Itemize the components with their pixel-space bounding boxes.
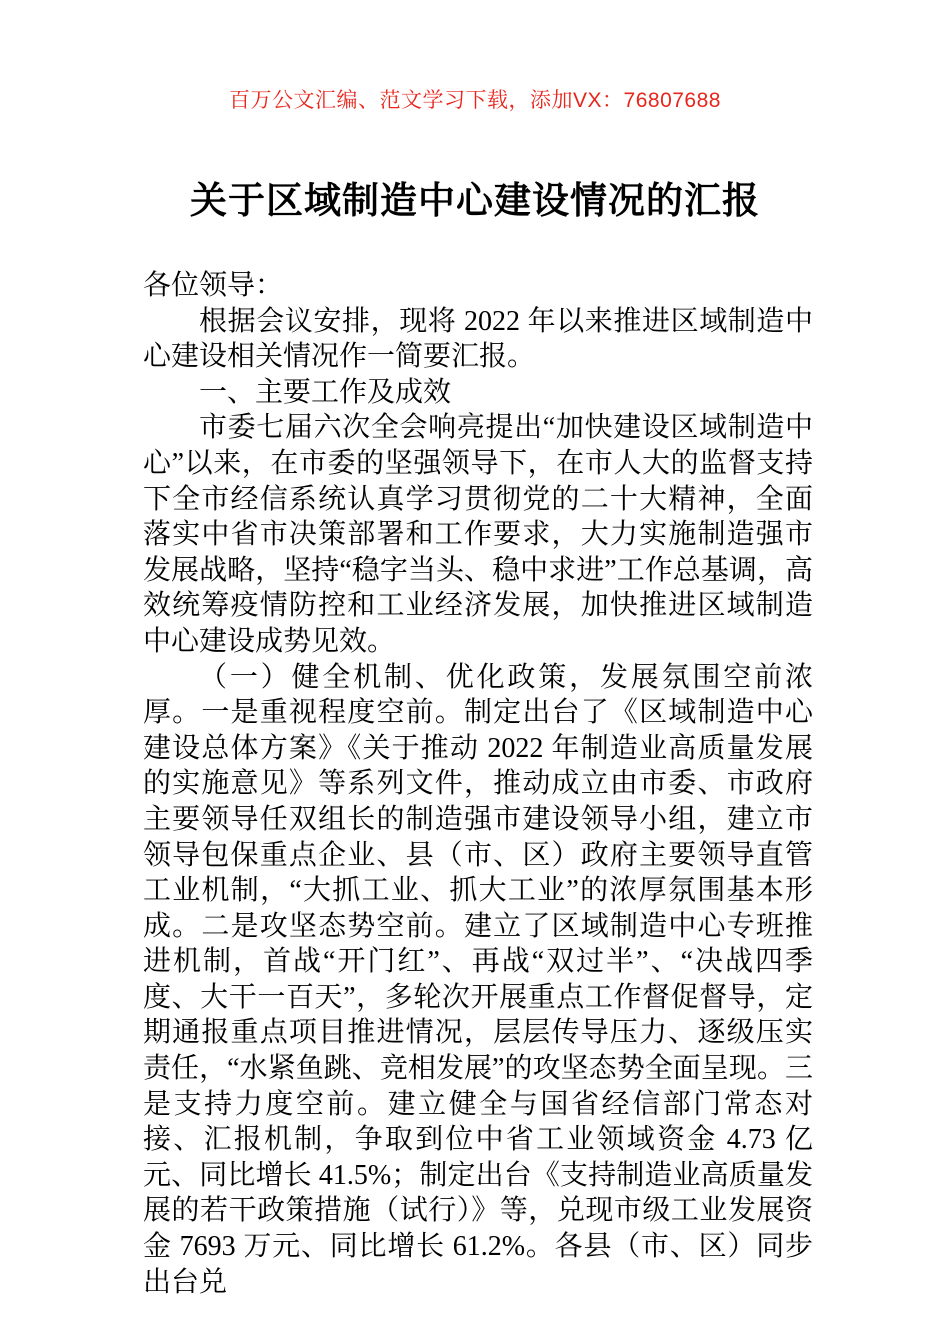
paragraph-item-one: （一）健全机制、优化政策，发展氛围空前浓厚。一是重视程度空前。制定出台了《区域制造中心建设总体方案》《关于推动 2022 年制造业高质量发展的实施意见》等系列文件，推动成立由市委、市政府主要领导任双组长的制造强市建设领导小组，建立市领导包保重点企业、县（市、区）政府主要领导直管工业机制，“大抓工业、抓大工业”的浓厚氛围基本形成。二是攻坚态势空前。建立了区域制造中心专班推进机制，首战“开门红”、再战“双过半”、“决战四季度、大干一百天”，多轮次开展重点工作督促督导，定期通报重点项目推进情况，层层传导压力、逐级压实责任，“水紧鱼跳、竞相发展”的攻坚态势全面呈现。三是支持力度空前。建立健全与国省经信部门常态对接、汇报机制，争取到位中省工业领域资金 4.73 亿元、同比增长 41.5%；制定出台《支持制造业高质量发展的若干政策措施（试行）》等，兑现市级工业发展资金 7693 万元、同比增长 61.2%。各县（市、区）同步出台兑 <box>143 661 813 1298</box>
document-title: 关于区域制造中心建设情况的汇报 <box>190 180 760 221</box>
section-heading-main-work: 一、主要工作及成效 <box>199 376 452 408</box>
watermark-banner: 百万公文汇编、范文学习下载，添加VX：76807688 <box>229 89 721 112</box>
document-body <box>143 268 813 1300</box>
paragraph-intro: 根据会议安排，现将 2022 年以来推进区域制造中心建设相关情况作一简要汇报。 <box>143 305 813 373</box>
salutation: 各位领导： <box>143 270 284 301</box>
paragraph-overview: 市委七届六次全会响亮提出“加快建设区域制造中心”以来，在市委的坚强领导下，在市人大的监督支持下全市经信系统认真学习贯彻党的二十大精神，全面落实中省市决策部署和工作要求，大力实施制造强市发展战略，坚持“稳字当头、稳中求进”工作总基调，高效统筹疫情防控和工业经济发展，加快推进区域制造中心建设成势见效。 <box>143 412 813 657</box>
